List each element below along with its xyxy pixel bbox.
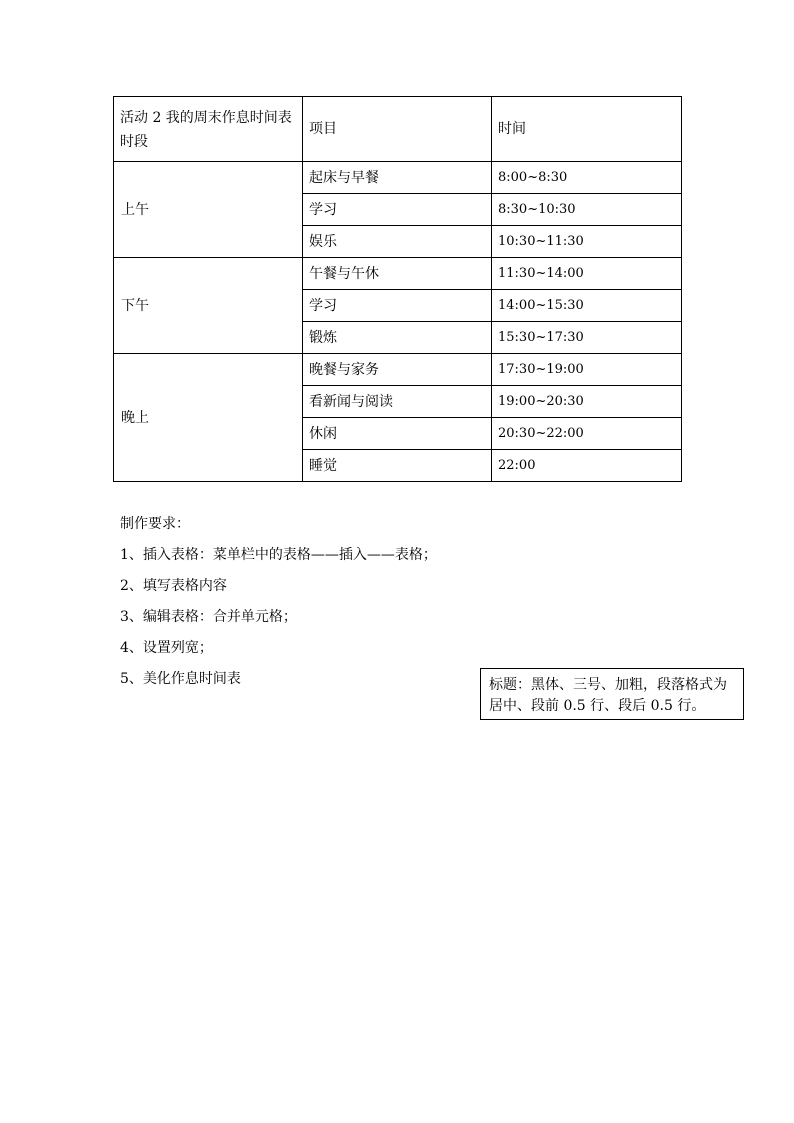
time-cell: 10:30~11:30 (492, 226, 682, 258)
item-cell: 锻炼 (303, 322, 492, 354)
header-time-cell: 时间 (492, 97, 682, 162)
formatting-note-box: 标题：黑体、三号、加粗，段落格式为居中、段前 0.5 行、段后 0.5 行。 (480, 668, 744, 720)
requirement-item: 5、美化作息时间表 (120, 671, 241, 687)
requirement-item: 4、设置列宽； (120, 640, 213, 656)
time-cell: 8:00~8:30 (492, 162, 682, 194)
item-cell: 晚餐与家务 (303, 354, 492, 386)
table-row (114, 354, 682, 386)
item-cell: 看新闻与阅读 (303, 386, 492, 418)
item-cell: 娱乐 (303, 226, 492, 258)
weekend-schedule-table (113, 96, 682, 482)
time-cell: 19:00~20:30 (492, 386, 682, 418)
time-cell: 14:00~15:30 (492, 290, 682, 322)
item-cell: 学习 (303, 290, 492, 322)
item-cell: 午餐与午休 (303, 258, 492, 290)
table-row (114, 258, 682, 290)
item-cell: 睡觉 (303, 450, 492, 482)
time-cell: 20:30~22:00 (492, 418, 682, 450)
period-cell-afternoon: 下午 (114, 258, 303, 354)
table-title: 活动 2 我的周末作息时间表 (120, 110, 292, 126)
header-item-cell: 项目 (303, 97, 492, 162)
header-period-cell (114, 97, 303, 162)
item-cell: 学习 (303, 194, 492, 226)
requirements-section (120, 514, 480, 700)
time-cell: 11:30~14:00 (492, 258, 682, 290)
period-cell-morning: 上午 (114, 162, 303, 258)
item-cell: 休闲 (303, 418, 492, 450)
table-header-row (114, 97, 682, 162)
header-period-label: 时段 (120, 134, 148, 150)
requirement-item: 1、插入表格：菜单栏中的表格——插入——表格； (120, 547, 437, 563)
requirement-item: 2、填写表格内容 (120, 578, 227, 594)
time-cell: 22:00 (492, 450, 682, 482)
table-row (114, 162, 682, 194)
requirements-title: 制作要求： (120, 516, 190, 532)
time-cell: 15:30~17:30 (492, 322, 682, 354)
requirement-item: 3、编辑表格：合并单元格； (120, 609, 297, 625)
time-cell: 17:30~19:00 (492, 354, 682, 386)
time-cell: 8:30~10:30 (492, 194, 682, 226)
item-cell: 起床与早餐 (303, 162, 492, 194)
period-cell-evening: 晚上 (114, 354, 303, 482)
